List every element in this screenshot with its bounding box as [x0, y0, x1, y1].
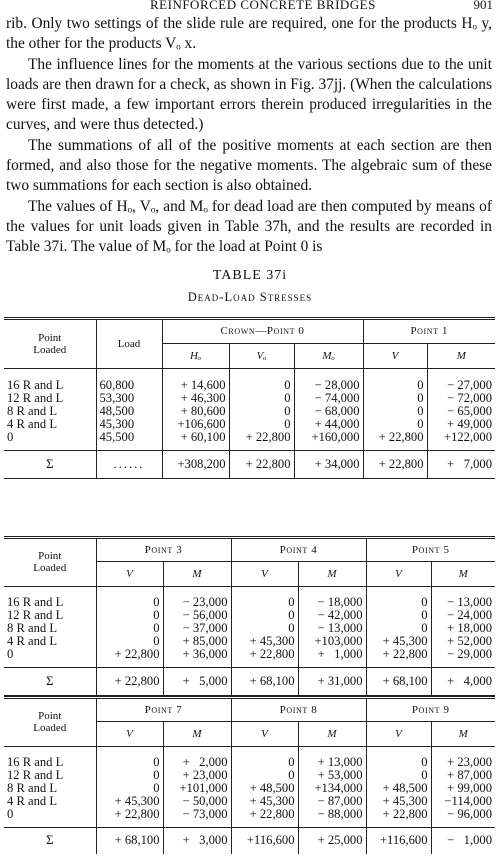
cell: +106,600: [162, 418, 229, 431]
point3-header: Point 3: [96, 538, 231, 562]
cell: 0: [363, 369, 427, 393]
cell: 45,300: [96, 418, 162, 431]
point-loaded-header: Point Loaded: [4, 698, 96, 747]
table-row: [4, 648, 495, 668]
row-label: 8 R and L: [4, 405, 96, 418]
cell: + 2,000: [163, 747, 231, 770]
cell: 0: [96, 769, 163, 782]
row-label: 0: [4, 431, 96, 451]
table-row: [4, 747, 495, 770]
cell: 0: [363, 418, 427, 431]
cell: + 87,000: [447, 768, 492, 782]
paragraph: rib. Only two settings of the slide rule are required, one for the products Hₒ y, the other for the products Vₒ x.: [6, 15, 492, 53]
cell: 48,500: [96, 405, 162, 418]
cell: + 45,300: [366, 795, 431, 808]
cell: 0: [231, 769, 298, 782]
cell: + 25,000: [298, 828, 366, 854]
cell: 0: [96, 622, 163, 635]
table-row: [4, 431, 495, 451]
crown-header: Crown—Point 0: [162, 319, 363, 344]
col-header: Hₒ: [162, 344, 229, 369]
cell: 0: [366, 609, 431, 622]
cell: + 45,300: [366, 635, 431, 648]
row-label: 8 R and L: [4, 622, 96, 635]
cell: + 45,300: [96, 795, 163, 808]
cell: − 29,000: [447, 647, 492, 661]
col-header: V: [231, 722, 298, 747]
cell: + 99,000: [447, 781, 492, 795]
cell: − 72,000: [447, 391, 493, 405]
row-label: 4 R and L: [4, 418, 96, 431]
cell: + 48,500: [231, 782, 298, 795]
cell: +101,000: [163, 782, 231, 795]
col-header: M: [431, 722, 495, 747]
point5-header: Point 5: [366, 538, 495, 562]
cell: + 68,100: [366, 668, 431, 696]
cell: + 49,000: [447, 417, 493, 431]
cell: +122,000: [443, 430, 493, 444]
cell: 0: [366, 769, 431, 782]
cell: − 87,000: [298, 795, 366, 808]
sum-row: [4, 828, 495, 854]
cell: + 1,000: [298, 648, 366, 668]
cell: + 31,000: [298, 668, 366, 696]
row-label: 0: [4, 648, 96, 668]
cell: 0: [229, 392, 294, 405]
cell: − 13,000: [447, 595, 492, 609]
cell: − 18,000: [298, 587, 366, 610]
col-header: M: [431, 562, 495, 587]
sum-label: Σ: [4, 451, 96, 479]
cell: − 96,000: [447, 807, 492, 821]
cell: + 44,000: [294, 418, 363, 431]
cell: 0: [363, 392, 427, 405]
row-label: 4 R and L: [4, 635, 96, 648]
cell: + 5,000: [163, 668, 231, 696]
cell: 0: [231, 622, 298, 635]
table-row: [4, 369, 495, 393]
row-label: 12 R and L: [4, 392, 96, 405]
cell: + 22,800: [231, 648, 298, 668]
cell: + 80,600: [162, 405, 229, 418]
cell: − 23,000: [163, 587, 231, 610]
col-header: V: [231, 562, 298, 587]
cell: + 18,000: [447, 621, 492, 635]
cell: + 22,800: [366, 648, 431, 668]
cell: 0: [366, 747, 431, 770]
col-header: M: [298, 562, 366, 587]
cell: − 27,000: [447, 378, 493, 392]
cell: + 85,000: [163, 635, 231, 648]
point1-header: Point 1: [363, 319, 495, 344]
paragraph: The influence lines for the moments at the various sections due to the unit loads are then drawn for a check, as shown in Fig. 37jj. (When the calculations were first made, a few important errors therein produced irregularities in the curves, and were thus detected.): [6, 55, 492, 134]
cell: + 45,300: [231, 635, 298, 648]
cell: 0: [96, 635, 163, 648]
cell: − 73,000: [163, 808, 231, 828]
col-header: V: [363, 344, 427, 369]
table-title: TABLE 37i: [212, 268, 288, 283]
cell: − 68,000: [294, 405, 363, 418]
cell: +116,600: [366, 828, 431, 854]
cell: − 88,000: [298, 808, 366, 828]
cell: − 1,000: [431, 828, 495, 854]
cell: + 7,000: [427, 451, 495, 479]
row-label: 0: [4, 808, 96, 828]
cell: + 52,000: [447, 634, 492, 648]
cell: − 28,000: [294, 369, 363, 393]
row-label: 12 R and L: [4, 769, 96, 782]
cell: +134,000: [298, 782, 366, 795]
cell: + 22,800: [231, 808, 298, 828]
body-text: [6, 14, 492, 258]
page-number: 901: [473, 0, 493, 12]
cell: + 23,000: [163, 769, 231, 782]
cell: 0: [229, 405, 294, 418]
sum-row: [4, 668, 495, 696]
paragraph: The values of Hₒ, Vₒ, and Mₒ for dead load are then computed by means of the values for unit loads given in Table 37h, and the results are recorded in Table 37i. The value of Mₒ for the load at Point 0 is: [6, 197, 492, 256]
cell: 0: [363, 405, 427, 418]
row-label: 16 R and L: [4, 747, 96, 770]
cell: 0: [366, 587, 431, 610]
cell: − 37,000: [163, 622, 231, 635]
paragraph: The summations of all of the positive moments at each section are then formed, and also those for the negative moments. The algebraic sum of these two summations for each section is also obtained.: [6, 136, 492, 195]
cell: 0: [96, 782, 163, 795]
cell: 0: [229, 369, 294, 393]
cell: 0: [366, 622, 431, 635]
point4-header: Point 4: [231, 538, 366, 562]
running-title: REINFORCED CONCRETE BRIDGES: [150, 0, 376, 12]
cell: 0: [96, 587, 163, 610]
cell: 0: [231, 609, 298, 622]
col-header: M: [163, 722, 231, 747]
cell: +116,600: [231, 828, 298, 854]
cell: + 48,500: [366, 782, 431, 795]
cell: + 3,000: [163, 828, 231, 854]
point-loaded-header: Point Loaded: [4, 319, 96, 369]
cell: − 50,000: [163, 795, 231, 808]
point9-header: Point 9: [366, 698, 495, 722]
cell: + 14,600: [162, 369, 229, 393]
row-label: 4 R and L: [4, 795, 96, 808]
col-header: Mₒ: [294, 344, 363, 369]
row-label: 16 R and L: [4, 369, 96, 393]
cell: + 22,800: [96, 668, 163, 696]
cell: + 34,000: [294, 451, 363, 479]
cell: 0: [229, 418, 294, 431]
col-header: V: [366, 562, 431, 587]
cell: 45,500: [96, 431, 162, 451]
running-header: [0, 0, 500, 13]
cell: + 36,000: [163, 648, 231, 668]
cell: + 22,800: [229, 431, 294, 451]
cell: + 22,800: [363, 431, 427, 451]
cell: + 45,300: [231, 795, 298, 808]
cell: + 60,100: [162, 431, 229, 451]
table-subtitle: Dead-Load Stresses: [187, 290, 313, 304]
cell: + 22,800: [96, 648, 163, 668]
cell: 0: [96, 747, 163, 770]
col-header: M: [298, 722, 366, 747]
row-label: 8 R and L: [4, 782, 96, 795]
col-header: V: [96, 562, 163, 587]
cell: − 74,000: [294, 392, 363, 405]
col-header: M: [427, 344, 495, 369]
point8-header: Point 8: [231, 698, 366, 722]
col-header: V: [366, 722, 431, 747]
sum-label: Σ: [4, 828, 96, 854]
cell: − 13,000: [298, 622, 366, 635]
load-header: Load: [96, 319, 162, 369]
cell: ......: [96, 451, 162, 479]
cell: +103,000: [298, 635, 366, 648]
cell: −114,000: [444, 794, 492, 808]
col-header: Vₒ: [229, 344, 294, 369]
cell: − 24,000: [447, 608, 492, 622]
cell: +160,000: [294, 431, 363, 451]
cell: + 23,000: [447, 755, 492, 769]
sum-label: Σ: [4, 668, 96, 696]
point7-header: Point 7: [96, 698, 231, 722]
point-loaded-header: Point Loaded: [4, 538, 96, 587]
cell: 0: [96, 609, 163, 622]
stress-table-points-3-5: [4, 536, 495, 696]
cell: +308,200: [162, 451, 229, 479]
cell: − 56,000: [163, 609, 231, 622]
stress-table-crown-point1: [4, 317, 495, 479]
stress-table-points-7-9: [4, 696, 495, 854]
cell: + 22,800: [96, 808, 163, 828]
sum-row: [4, 451, 495, 479]
cell: − 65,000: [447, 404, 493, 418]
cell: 60,800: [96, 369, 162, 393]
col-header: M: [163, 562, 231, 587]
cell: − 42,000: [298, 609, 366, 622]
cell: + 22,800: [363, 451, 427, 479]
cell: + 53,000: [298, 769, 366, 782]
col-header: V: [96, 722, 163, 747]
table-row: [4, 808, 495, 828]
cell: + 4,000: [431, 668, 495, 696]
cell: 0: [231, 747, 298, 770]
cell: + 68,100: [231, 668, 298, 696]
cell: + 46,300: [162, 392, 229, 405]
row-label: 12 R and L: [4, 609, 96, 622]
row-label: 16 R and L: [4, 587, 96, 610]
cell: + 22,800: [229, 451, 294, 479]
cell: + 22,800: [366, 808, 431, 828]
cell: 53,300: [96, 392, 162, 405]
cell: 0: [231, 587, 298, 610]
cell: + 13,000: [298, 747, 366, 770]
cell: + 68,100: [96, 828, 163, 854]
table-row: [4, 587, 495, 610]
